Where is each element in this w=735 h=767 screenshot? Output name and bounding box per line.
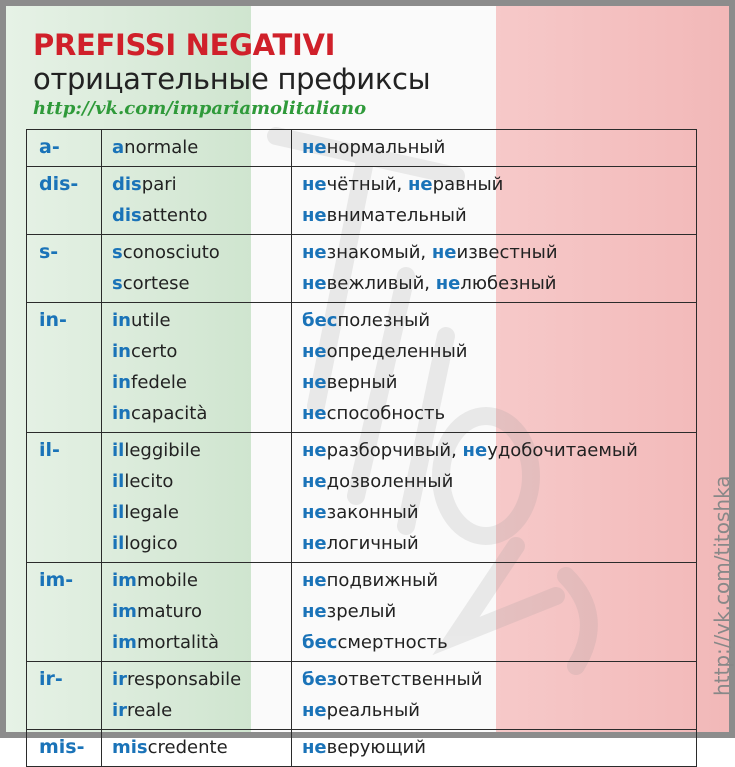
prefix-label: a-: [39, 136, 60, 158]
russian-translation: [292, 627, 696, 658]
italian-words-cell: [102, 167, 292, 235]
russian-prefix-highlight: бес: [302, 310, 338, 331]
russian-translation: [292, 305, 696, 336]
italian-word-rest: utile: [130, 310, 171, 331]
russian-prefix-highlight: не: [302, 273, 327, 294]
prefix-cell: [27, 303, 102, 433]
italian-word-rest: maturo: [136, 601, 202, 622]
russian-translation: [292, 732, 696, 763]
russian-words-cell: [292, 303, 697, 433]
italian-word: [102, 596, 291, 627]
russian-prefix-highlight: не: [302, 471, 327, 492]
russian-words-cell: [292, 433, 697, 563]
russian-prefix-highlight: не: [435, 273, 461, 294]
italian-word: [102, 367, 291, 398]
table-row: [27, 303, 697, 433]
italian-word: [102, 664, 291, 695]
prefix-table: [26, 129, 697, 767]
italian-word-rest: conosciuto: [122, 242, 220, 263]
russian-translation: [292, 132, 696, 163]
table-row: [27, 235, 697, 303]
russian-prefix-highlight: не: [302, 570, 327, 591]
italian-prefix-highlight: in: [112, 310, 131, 331]
russian-word-part: вежливый,: [326, 273, 436, 294]
italian-prefix-highlight: il: [112, 533, 125, 554]
prefix-cell: [27, 563, 102, 662]
page-title: PREFISSI NEGATIVI: [33, 28, 336, 62]
page-subtitle: отрицательные префиксы: [33, 62, 431, 96]
italian-word-rest: logico: [124, 533, 178, 554]
russian-word-part: разборчивый,: [326, 440, 463, 461]
russian-prefix-highlight: не: [302, 533, 327, 554]
italian-words-cell: [102, 730, 292, 767]
prefix-cell: [27, 730, 102, 767]
italian-words-cell: [102, 130, 292, 167]
prefix-label: il-: [39, 439, 60, 461]
prefix-cell: [27, 433, 102, 563]
table-row: [27, 662, 697, 730]
russian-prefix-highlight: не: [302, 372, 327, 393]
italian-word: [102, 466, 291, 497]
italian-word: [102, 497, 291, 528]
russian-translation: [292, 169, 696, 200]
russian-translation: [292, 565, 696, 596]
russian-translation: [292, 528, 696, 559]
russian-translation: [292, 336, 696, 367]
italian-words-cell: [102, 303, 292, 433]
italian-word-rest: legale: [124, 502, 179, 523]
italian-prefix-highlight: s: [112, 242, 123, 263]
russian-translation: [292, 497, 696, 528]
russian-translation: [292, 466, 696, 497]
prefix-cell: [27, 235, 102, 303]
russian-word-part: любезный: [460, 273, 557, 294]
russian-word-part: способность: [326, 403, 446, 424]
russian-prefix-highlight: не: [302, 205, 327, 226]
russian-prefix-highlight: не: [302, 341, 327, 362]
russian-prefix-highlight: не: [302, 601, 327, 622]
prefix-label: im-: [39, 569, 74, 591]
russian-word-part: нормальный: [326, 137, 446, 158]
italian-prefix-highlight: im: [112, 570, 137, 591]
source-link[interactable]: http://vk.com/impariamolitaliano: [33, 98, 367, 119]
russian-prefix-highlight: не: [302, 174, 327, 195]
italian-words-cell: [102, 563, 292, 662]
russian-words-cell: [292, 235, 697, 303]
italian-word: [102, 200, 291, 231]
italian-prefix-highlight: im: [112, 632, 137, 653]
prefix-label: dis-: [39, 173, 79, 195]
italian-word-rest: lecito: [124, 471, 174, 492]
italian-word-rest: pari: [141, 174, 177, 195]
italian-prefix-highlight: s: [112, 273, 123, 294]
russian-translation: [292, 664, 696, 695]
russian-word-part: дозволенный: [326, 471, 454, 492]
italian-word: [102, 627, 291, 658]
russian-word-part: реальный: [326, 700, 420, 721]
russian-word-part: удобочитаемый: [487, 440, 638, 461]
italian-word: [102, 336, 291, 367]
russian-translation: [292, 398, 696, 429]
italian-prefix-highlight: in: [112, 341, 131, 362]
italian-prefix-highlight: dis: [112, 174, 142, 195]
prefix-label: in-: [39, 309, 67, 331]
italian-word: [102, 305, 291, 336]
italian-words-cell: [102, 662, 292, 730]
russian-prefix-highlight: не: [302, 502, 327, 523]
table-row: [27, 563, 697, 662]
italian-prefix-highlight: a: [112, 137, 125, 158]
table-row: [27, 730, 697, 767]
russian-translation: [292, 695, 696, 726]
italian-prefix-highlight: il: [112, 471, 125, 492]
table-row: [27, 167, 697, 235]
italian-word: [102, 435, 291, 466]
side-credit: http://vk.com/titoshka: [710, 475, 734, 696]
russian-word-part: логичный: [326, 533, 419, 554]
prefix-label: s-: [39, 241, 59, 263]
italian-word-rest: fedele: [130, 372, 187, 393]
italian-word: [102, 132, 291, 163]
russian-word-part: известный: [456, 242, 558, 263]
italian-word-rest: mobile: [136, 570, 198, 591]
italian-prefix-highlight: dis: [112, 205, 142, 226]
italian-words-cell: [102, 235, 292, 303]
russian-word-part: внимательный: [326, 205, 467, 226]
russian-prefix-highlight: бес: [302, 632, 338, 653]
russian-words-cell: [292, 130, 697, 167]
russian-prefix-highlight: не: [407, 174, 433, 195]
russian-translation: [292, 268, 696, 299]
russian-word-part: верующий: [326, 737, 426, 758]
italian-word-rest: cortese: [122, 273, 190, 294]
italian-word-rest: capacità: [130, 403, 208, 424]
russian-word-part: полезный: [337, 310, 431, 331]
italian-word-rest: certo: [130, 341, 178, 362]
russian-prefix-highlight: не: [462, 440, 488, 461]
italian-word: [102, 237, 291, 268]
russian-words-cell: [292, 563, 697, 662]
russian-word-part: смертность: [337, 632, 448, 653]
russian-translation: [292, 200, 696, 231]
russian-translation: [292, 367, 696, 398]
italian-prefix-highlight: il: [112, 440, 125, 461]
table-row: [27, 130, 697, 167]
russian-prefix-highlight: не: [302, 700, 327, 721]
italian-words-cell: [102, 433, 292, 563]
italian-word-rest: normale: [124, 137, 199, 158]
russian-word-part: зрелый: [326, 601, 397, 622]
italian-prefix-highlight: ir: [112, 669, 128, 690]
italian-word-rest: mortalità: [136, 632, 220, 653]
russian-words-cell: [292, 730, 697, 767]
italian-word: [102, 528, 291, 559]
italian-prefix-highlight: il: [112, 502, 125, 523]
russian-prefix-highlight: не: [302, 440, 327, 461]
russian-translation: [292, 435, 696, 466]
russian-word-part: определенный: [326, 341, 468, 362]
russian-word-part: подвижный: [326, 570, 439, 591]
russian-words-cell: [292, 662, 697, 730]
prefix-label: mis-: [39, 736, 85, 758]
italian-prefix-highlight: mis: [112, 737, 148, 758]
russian-prefix-highlight: не: [302, 737, 327, 758]
italian-prefix-highlight: im: [112, 601, 137, 622]
russian-prefix-highlight: не: [302, 403, 327, 424]
russian-translation: [292, 596, 696, 627]
prefix-label: ir-: [39, 668, 63, 690]
italian-word: [102, 268, 291, 299]
prefix-cell: [27, 130, 102, 167]
italian-word: [102, 169, 291, 200]
italian-word-rest: credente: [147, 737, 228, 758]
italian-word-rest: leggibile: [124, 440, 201, 461]
russian-words-cell: [292, 167, 697, 235]
table-row: [27, 433, 697, 563]
russian-word-part: чётный,: [326, 174, 408, 195]
italian-prefix-highlight: in: [112, 403, 131, 424]
italian-prefix-highlight: in: [112, 372, 131, 393]
prefix-cell: [27, 167, 102, 235]
italian-word: [102, 732, 291, 763]
italian-word: [102, 695, 291, 726]
russian-translation: [292, 237, 696, 268]
italian-word-rest: responsabile: [127, 669, 242, 690]
russian-word-part: знакомый,: [326, 242, 432, 263]
russian-prefix-highlight: не: [431, 242, 457, 263]
italian-word-rest: attento: [141, 205, 208, 226]
italian-word-rest: reale: [127, 700, 173, 721]
russian-word-part: ответственный: [337, 669, 483, 690]
russian-word-part: законный: [326, 502, 419, 523]
italian-prefix-highlight: ir: [112, 700, 128, 721]
russian-word-part: равный: [432, 174, 504, 195]
russian-word-part: верный: [326, 372, 398, 393]
prefix-cell: [27, 662, 102, 730]
russian-prefix-highlight: не: [302, 137, 327, 158]
italian-word: [102, 398, 291, 429]
italian-word: [102, 565, 291, 596]
russian-prefix-highlight: не: [302, 242, 327, 263]
russian-prefix-highlight: без: [302, 669, 338, 690]
